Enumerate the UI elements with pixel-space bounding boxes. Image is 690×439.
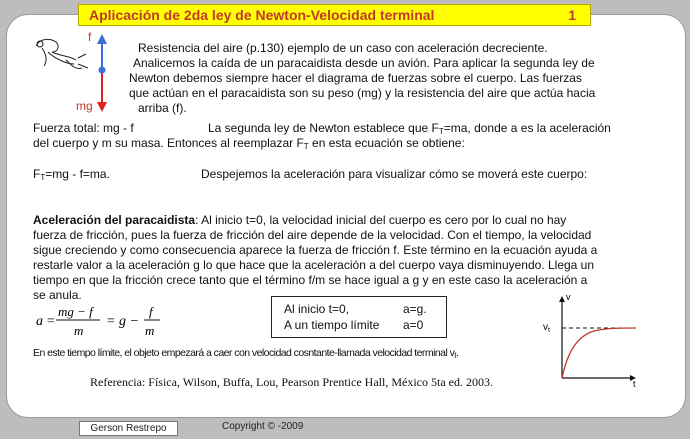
para4-line3: sigue creciendo y como consecuencia aparece la fuerza de fricción f. Este término en la ecuación ayuda a	[33, 243, 598, 257]
formula-den2: m	[145, 323, 155, 338]
para2-line2: del cuerpo y m su masa. Entonces al reemplazar $F_T$ en esta ecuación se obtiene:	[33, 136, 465, 151]
para3-text: Despejemos la aceleración para visualizar cómo se moverá este cuerpo:	[201, 167, 588, 181]
formula-svg	[36, 303, 176, 339]
graph-vt-label: $v_t$	[543, 322, 550, 334]
velocity-curve	[562, 328, 636, 378]
para1-line4: que actúan en el paracaidista son su peso (mg) y la resistencia del aire que actúa hacia	[129, 86, 596, 100]
parachutist-force-diagram	[30, 30, 110, 116]
formula-a: a	[36, 314, 43, 329]
para4-line4: restarle valor a la aceleración g lo que hace que la aceleración a del cuerpo vaya disminuyendo. Llega un	[33, 258, 595, 272]
reference-text: Referencia: Física, Wilson, Buffa, Lou, Pearson Prentice Hall, México 5ta ed. 2003.	[90, 375, 493, 389]
acceleration-summary-box	[271, 296, 447, 338]
para4-line2: fuerza de fricción, pues la fuerza de fricción del aire depende de la velocidad. Con el tiempo, la velocidad	[33, 228, 592, 242]
page-title: Aplicación de 2da ley de Newton-Velocidad terminal	[89, 7, 435, 23]
box-row2-right: a=0	[403, 318, 424, 332]
formula-mid: = g −	[106, 314, 139, 329]
para2-line1-b: La segunda ley de Newton establece que $F_T=ma$, donde a es la aceleración	[208, 121, 611, 136]
box-row2-left: A un tiempo límite	[284, 318, 380, 332]
page-number: 1	[568, 7, 576, 23]
friction-arrowhead	[97, 34, 107, 44]
copyright-text: Copyright © -2009	[222, 421, 304, 432]
para4-line5: tiempo en que la fricción crece tanto que el término f/m se hace igual a g y en este caso la aceleración a	[33, 273, 588, 287]
para1-line2: Analicemos la caída de un paracaidista desde un avión. Para aplicar la segunda ley de	[133, 56, 595, 70]
para4-line1: Aceleración del paracaidista: Al inicio t=0, la velocidad inicial del cuerpo es cero por lo cual no hay	[33, 213, 567, 227]
para1-line1: Resistencia del aire (p.130) ejemplo de un caso con aceleración decreciente.	[138, 41, 548, 55]
formula-num2: f	[149, 304, 153, 319]
box-row1-left: Al inicio t=0,	[284, 302, 350, 316]
graph-y-label: v	[566, 292, 571, 302]
weight-arrowhead	[97, 102, 107, 112]
force-label-mg: mg	[76, 99, 93, 113]
para1-line3: Newton debemos siempre hacer el diagrama de fuerzas sobre el cuerpo. Las fuerzas	[129, 71, 582, 85]
body-point	[99, 67, 106, 74]
para2-line1-a: Fuerza total: mg - f	[33, 121, 134, 135]
terminal-velocity-text: En este tiempo límite, el objeto empezará a caer con velocidad cosntante-llamada velocidad terminal $v_t$.	[33, 347, 459, 360]
formula-num1: mg − f	[58, 304, 93, 319]
formula-eq: =	[46, 314, 56, 329]
force-label-f: f	[88, 30, 92, 44]
para1-line5: arriba (f).	[138, 101, 187, 115]
formula-den1: m	[74, 323, 84, 338]
para4-line6: se anula.	[33, 288, 82, 302]
velocity-time-graph	[540, 290, 650, 390]
graph-y-arrowhead	[559, 296, 565, 302]
newton-equation: $F_T=mg - f=ma$.	[33, 167, 110, 182]
title-bar	[78, 4, 591, 26]
acceleration-formula	[36, 303, 176, 344]
box-row1-right: a=g.	[403, 302, 427, 316]
graph-x-label: t	[633, 379, 636, 389]
author-label: Gerson Restrepo	[79, 421, 178, 436]
parachutist-sketch	[36, 39, 88, 68]
